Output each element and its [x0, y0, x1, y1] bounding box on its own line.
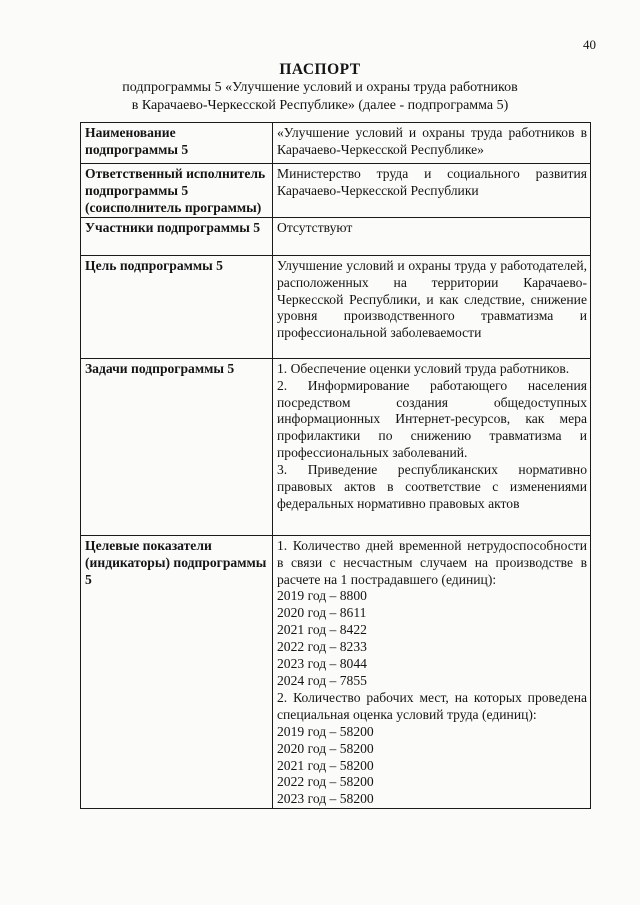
- table-row: [81, 535, 591, 809]
- list-item: 2020 год – 58200: [277, 740, 374, 756]
- row-value: Министерство труда и социального развития Карачаево-Черкесской Республики: [273, 164, 591, 218]
- passport-table: [80, 122, 591, 809]
- row-value-indicators: [273, 535, 591, 809]
- document-title: ПАСПОРТ: [279, 61, 361, 78]
- table-row: [81, 217, 591, 255]
- table-row: [81, 123, 591, 164]
- row-value: Улучшение условий и охраны труда у работодателей, расположенных на территории Карачаево-Черкесской Республики, и как следствие, снижение уровня производственного травматизма и профессиональной заболеваемости: [273, 255, 591, 358]
- indicator-years: [277, 724, 587, 809]
- subtitle-line-2: в Карачаево-Черкесской Республике» (далее - подпрограмма 5): [131, 98, 509, 113]
- row-label: Наименование подпрограммы 5: [81, 123, 273, 164]
- list-item: 1. Обеспечение оценки условий труда работников.: [277, 360, 570, 376]
- list-item: 2024 год – 7855: [277, 672, 367, 688]
- indicator-years: [277, 588, 587, 689]
- table-row: [81, 164, 591, 218]
- row-label: Цель подпрограммы 5: [81, 255, 273, 358]
- row-label: Целевые показатели (индикаторы) подпрограммы 5: [81, 535, 273, 809]
- table-row: [81, 358, 591, 535]
- row-label: Ответственный исполнитель подпрограммы 5 (соисполнитель программы): [81, 164, 273, 218]
- list-item: 2019 год – 58200: [277, 723, 374, 739]
- indicator-text: 2. Количество рабочих мест, на которых проведена специальная оценка условий труда (единиц):: [277, 689, 587, 722]
- page-number: 40: [583, 37, 596, 52]
- document-subtitle: [0, 79, 640, 115]
- table-row: [81, 255, 591, 358]
- list-item: 2021 год – 8422: [277, 622, 367, 638]
- list-item: 2019 год – 8800: [277, 588, 367, 604]
- list-item: 2020 год – 8611: [277, 605, 367, 621]
- row-label: Задачи подпрограммы 5: [81, 358, 273, 535]
- list-item: 2021 год – 58200: [277, 757, 374, 773]
- subtitle-line-1: подпрограммы 5 «Улучшение условий и охраны труда работников: [122, 80, 518, 95]
- list-item: 3. Приведение республиканских нормативно правовых актов в соответствие с изменениями федеральных нормативно правовых актов: [277, 462, 587, 511]
- row-label: Участники подпрограммы 5: [81, 217, 273, 255]
- row-value: Отсутствуют: [273, 217, 591, 255]
- row-value-list: [273, 358, 591, 535]
- list-item: 2022 год – 58200: [277, 774, 374, 790]
- indicator-text: 1. Количество дней временной нетрудоспособности в связи с несчастным случаем на производстве в расчете на 1 пострадавшего (единиц):: [277, 537, 587, 587]
- list-item: 2. Информирование работающего населения посредством создания общедоступных информационных Интернет-ресурсов, как мера профилактики по снижению травматизма и профессиональных заболеваний.: [277, 377, 587, 461]
- row-value: «Улучшение условий и охраны труда работников в Карачаево-Черкесской Республике»: [273, 123, 591, 164]
- list-item: 2022 год – 8233: [277, 639, 367, 655]
- list-item: 2023 год – 8044: [277, 656, 367, 672]
- list-item: 2023 год – 58200: [277, 791, 374, 807]
